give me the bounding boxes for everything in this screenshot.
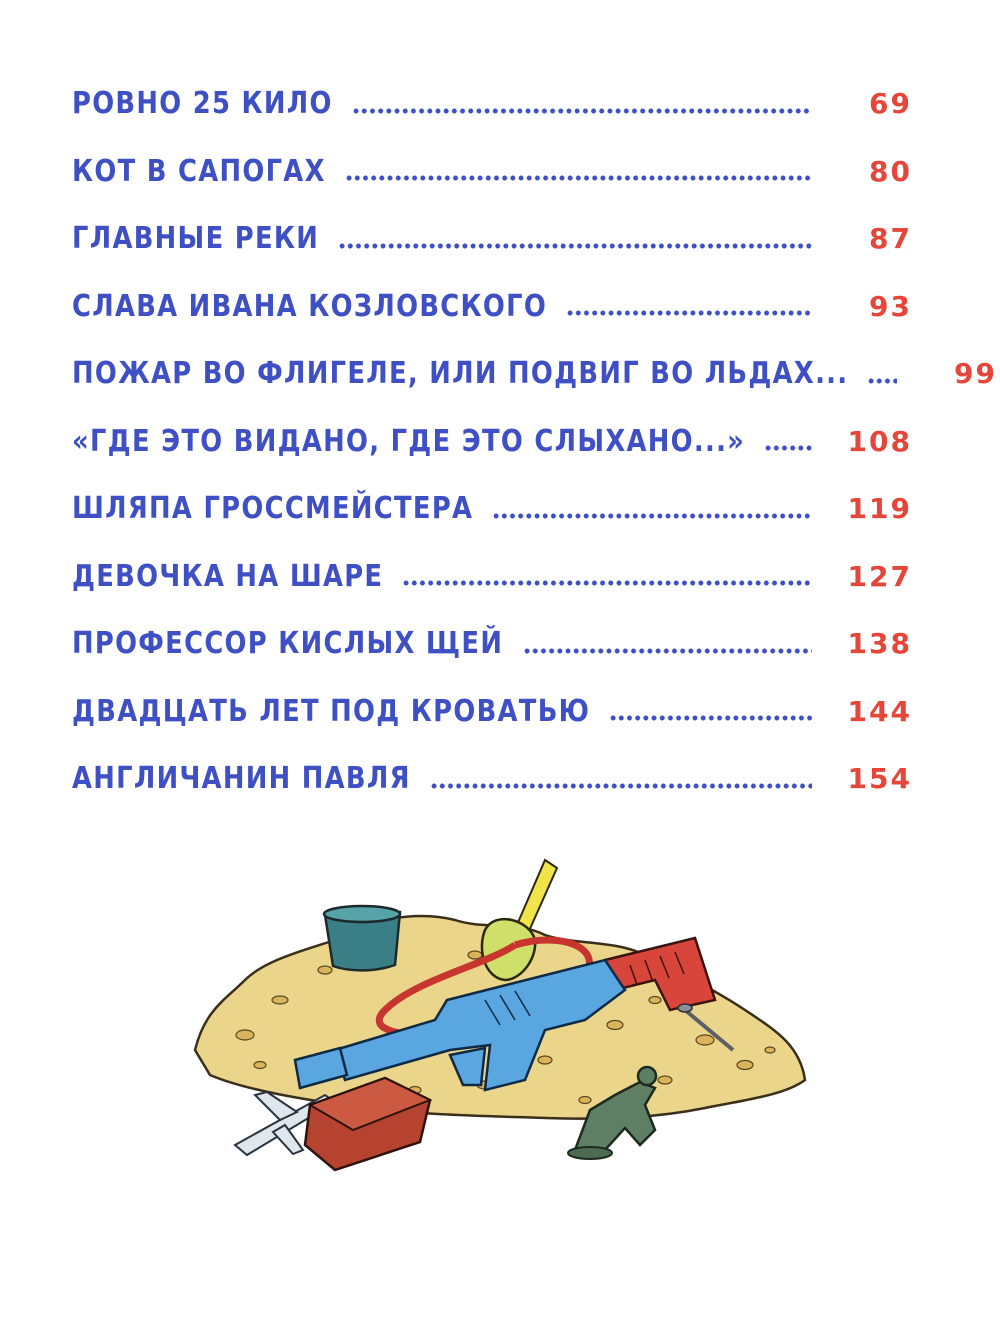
dot-leader: [566, 309, 812, 317]
toc-entry[interactable]: [72, 745, 912, 813]
toc-entry-page: 87: [869, 222, 912, 256]
dot-leader: [764, 444, 812, 452]
toc-entry-page: 144: [847, 694, 912, 728]
toc-entry[interactable]: [72, 70, 912, 138]
toc-entry-title: «ГДЕ ЭТО ВИДАНО, ГДЕ ЭТО СЛЫХАНО...»: [72, 423, 746, 459]
toc-entry[interactable]: [72, 475, 912, 543]
toc-entry-title: ПОЖАР ВО ФЛИГЕЛЕ, ИЛИ ПОДВИГ ВО ЛЬДАХ...: [72, 356, 849, 392]
toc-entry-title: РОВНО 25 КИЛО: [72, 86, 333, 122]
bucket-icon: [324, 906, 400, 970]
toc-entry-page: 119: [847, 492, 912, 526]
toc-entry-page: 93: [869, 289, 912, 323]
toc-entry[interactable]: [72, 138, 912, 206]
toc-entry-title: АНГЛИЧАНИН ПАВЛЯ: [72, 761, 411, 797]
toc-entry-page: 154: [847, 762, 912, 796]
toc-entry-page: 80: [869, 154, 912, 188]
toc-entry-title: ДВАДЦАТЬ ЛЕТ ПОД КРОВАТЬЮ: [72, 693, 591, 729]
toc-entry-title: ГЛАВНЫЕ РЕКИ: [72, 221, 320, 257]
toc-entry-page: 138: [847, 627, 912, 661]
toc-entry-title: КОТ В САПОГАХ: [72, 153, 326, 189]
dot-leader: [352, 107, 812, 115]
dot-leader: [345, 174, 812, 182]
toc-entry-page: 108: [847, 424, 912, 458]
table-of-contents: [72, 70, 998, 813]
toc-entry[interactable]: [72, 340, 998, 408]
dot-leader: [492, 512, 812, 520]
dot-leader: [867, 377, 897, 385]
toc-entry[interactable]: [72, 273, 912, 341]
toc-entry-page: 69: [869, 87, 912, 121]
toc-entry-page: 127: [847, 559, 912, 593]
dot-leader: [523, 647, 812, 655]
toc-entry[interactable]: [72, 408, 912, 476]
toc-entry[interactable]: [72, 678, 912, 746]
toc-entry-title: ПРОФЕССОР КИСЛЫХ ЩЕЙ: [72, 626, 504, 662]
dot-leader: [402, 579, 812, 587]
toc-entry-page: 99: [954, 357, 998, 391]
toc-entry[interactable]: [72, 610, 912, 678]
toc-entry-title: ШЛЯПА ГРОССМЕЙСТЕРА: [72, 491, 474, 527]
sandbox-toys-illustration: [185, 850, 815, 1180]
toc-entry-title: СЛАВА ИВАНА КОЗЛОВСКОГО: [72, 288, 548, 324]
toc-entry[interactable]: [72, 205, 912, 273]
dot-leader: [430, 782, 812, 790]
dot-leader: [609, 714, 812, 722]
toc-entry[interactable]: [72, 543, 912, 611]
dot-leader: [338, 242, 812, 250]
toc-entry-title: ДЕВОЧКА НА ШАРЕ: [72, 558, 384, 594]
